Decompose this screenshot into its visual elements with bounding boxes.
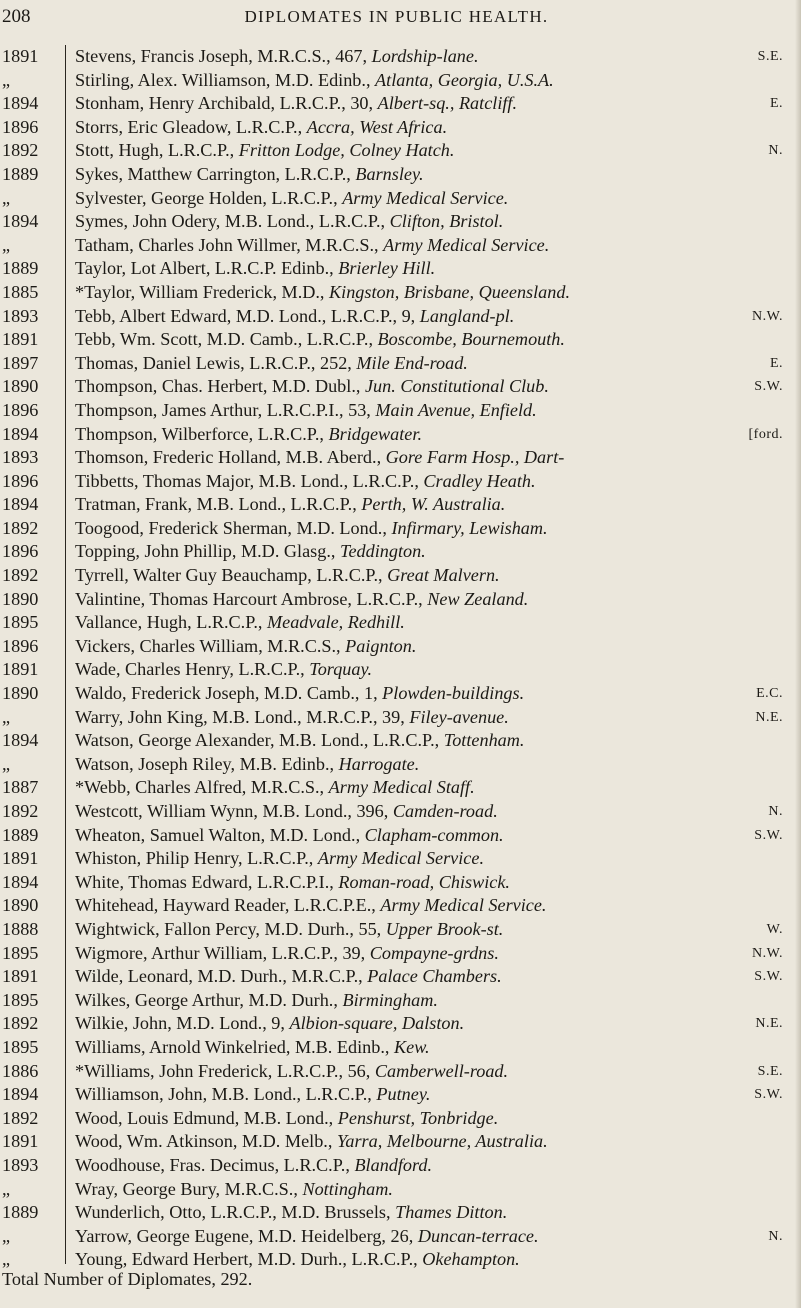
diplomate-name: Taylor, Lot Albert, L.R.C.P. Edinb., — [75, 258, 339, 279]
diplomate-entry — [75, 399, 537, 423]
list-item — [0, 847, 801, 871]
list-item — [0, 517, 801, 541]
list-item — [0, 281, 801, 305]
diplomate-name: *Webb, Charles Alfred, M.R.C.S., — [75, 777, 329, 798]
diplomate-address: Meadvale, Redhill. — [266, 612, 405, 633]
diplomate-entry — [75, 706, 509, 730]
diplomate-address: Kew. — [393, 1036, 430, 1057]
diploma-year: 1892 — [2, 565, 39, 586]
diploma-year: 1896 — [2, 541, 39, 562]
diploma-year: 1896 — [2, 470, 39, 491]
diplomate-address: Army Medical Service. — [342, 187, 509, 208]
diplomate-address: Upper Brook-st. — [385, 918, 504, 939]
diplomate-name: Warry, John King, M.B. Lond., M.R.C.P., 39, — [75, 706, 410, 727]
diplomate-entry — [75, 69, 554, 93]
list-item — [0, 163, 801, 187]
postal-district: N. — [768, 1228, 783, 1244]
postal-district: S.E. — [757, 1063, 783, 1079]
diplomate-name: Sykes, Matthew Carrington, L.R.C.P., — [75, 163, 356, 184]
diplomate-address: Army Medical Staff. — [328, 777, 475, 798]
diploma-year: 1896 — [2, 399, 39, 420]
diplomate-address: Clapham-common. — [364, 824, 504, 845]
diplomate-address: Perth, W. Australia. — [361, 494, 506, 515]
list-item — [0, 375, 801, 399]
diplomate-address: Clifton, Bristol. — [389, 211, 504, 232]
diplomate-entry — [75, 517, 548, 541]
postal-district: E.C. — [756, 686, 783, 702]
diplomate-entry — [75, 540, 426, 564]
diplomate-entry — [75, 918, 503, 942]
diploma-year: „ — [2, 706, 11, 727]
diplomate-name: Waldo, Frederick Joseph, M.D. Camb., 1, — [75, 683, 383, 704]
diplomate-name: Whitehead, Hayward Reader, L.R.C.P.E., — [75, 895, 381, 916]
diplomate-entry — [75, 92, 517, 116]
diplomate-name: Vallance, Hugh, L.R.C.P., — [75, 612, 267, 633]
diploma-year: „ — [2, 1225, 11, 1246]
list-item — [0, 1130, 801, 1154]
diplomate-name: Tebb, Wm. Scott, M.D. Camb., L.R.C.P., — [75, 329, 378, 350]
diplomate-address: Jun. Constitutional Club. — [364, 376, 549, 397]
list-item — [0, 588, 801, 612]
diplomate-address: Yarra, Melbourne, Australia. — [336, 1131, 548, 1152]
diploma-year: 1891 — [2, 1131, 39, 1152]
list-item — [0, 611, 801, 635]
diploma-year: 1890 — [2, 376, 39, 397]
diplomate-name: Thompson, Chas. Herbert, M.D. Dubl., — [75, 376, 365, 397]
diplomate-name: Wightwick, Fallon Percy, M.D. Durh., 55, — [75, 918, 386, 939]
diplomate-entry — [75, 163, 424, 187]
postal-district: S.W. — [754, 969, 783, 985]
list-item — [0, 423, 801, 447]
diplomate-entry — [75, 824, 504, 848]
list-item — [0, 1154, 801, 1178]
list-item — [0, 257, 801, 281]
diploma-year: 1887 — [2, 777, 39, 798]
list-item — [0, 942, 801, 966]
diplomate-name: Wunderlich, Otto, L.R.C.P., M.D. Brussels, — [75, 1202, 396, 1223]
diplomate-entry — [75, 375, 549, 399]
postal-district: N.W. — [751, 945, 783, 961]
list-item — [0, 69, 801, 93]
list-item — [0, 493, 801, 517]
list-item — [0, 399, 801, 423]
diplomate-address: Infirmary, Lewisham. — [391, 517, 548, 538]
diplomate-entry — [75, 1201, 507, 1225]
diplomate-address: Brierley Hill. — [338, 258, 436, 279]
list-item — [0, 1107, 801, 1131]
list-item — [0, 1225, 801, 1249]
diplomate-name: Stott, Hugh, L.R.C.P., — [75, 140, 239, 161]
diplomate-address: Albion-square, Dalston. — [289, 1013, 465, 1034]
list-item — [0, 1178, 801, 1202]
diplomate-entry — [75, 1012, 464, 1036]
diploma-year: 1889 — [2, 1202, 39, 1223]
diploma-year: 1890 — [2, 683, 39, 704]
diploma-year: 1890 — [2, 895, 39, 916]
diplomate-entry — [75, 1178, 393, 1202]
diplomate-address: Nottingham. — [302, 1178, 393, 1199]
diplomate-entry — [75, 1083, 430, 1107]
diploma-year: 1885 — [2, 281, 39, 302]
diplomate-name: Wood, Louis Edmund, M.B. Lond., — [75, 1107, 338, 1128]
diplomate-name: Williamson, John, M.B. Lond., L.R.C.P., — [75, 1084, 377, 1105]
diplomate-entry — [75, 1107, 498, 1131]
diplomate-address: Teddington. — [340, 541, 426, 562]
diplomate-name: Vickers, Charles William, M.R.C.S., — [75, 635, 346, 656]
diplomate-address: Army Medical Service. — [383, 234, 550, 255]
list-item — [0, 564, 801, 588]
postal-district: S.E. — [757, 49, 783, 64]
diplomate-name: Wood, Wm. Atkinson, M.D. Melb., — [75, 1131, 337, 1152]
list-item — [0, 800, 801, 824]
list-item — [0, 139, 801, 163]
diplomate-name: Valintine, Thomas Harcourt Ambrose, L.R.C.P., — [75, 588, 428, 609]
diplomate-name: *Williams, John Frederick, L.R.C.P., 56, — [75, 1060, 375, 1081]
diplomate-address: Lordship-lane. — [371, 46, 479, 66]
diplomate-address: Harrogate. — [338, 753, 420, 774]
diploma-year: 1893 — [2, 1154, 39, 1175]
postal-district: N. — [768, 804, 783, 819]
diploma-year: „ — [2, 753, 11, 774]
diplomate-entry — [75, 776, 475, 800]
diplomate-address: Albert-sq., Ratcliff. — [377, 93, 518, 114]
list-item — [0, 187, 801, 211]
diplomate-name: Wigmore, Arthur William, L.R.C.P., 39, — [75, 942, 370, 963]
list-item — [0, 45, 801, 69]
diplomate-address: Palace Chambers. — [367, 966, 502, 987]
postal-district: S.W. — [754, 827, 783, 843]
diplomate-name: Tratman, Frank, M.B. Lond., L.R.C.P., — [75, 494, 362, 515]
diplomate-name: Sylvester, George Holden, L.R.C.P., — [75, 187, 343, 208]
diploma-year: 1892 — [2, 1107, 39, 1128]
diplomate-name: Stevens, Francis Joseph, M.R.C.S., 467, — [75, 46, 372, 66]
diplomate-name: Topping, John Phillip, M.D. Glasg., — [75, 541, 340, 562]
list-item — [0, 965, 801, 989]
diploma-year: 1894 — [2, 494, 39, 515]
postal-district: S.W. — [754, 379, 783, 395]
diplomate-entry — [75, 658, 372, 682]
diplomate-entry — [75, 588, 528, 612]
diploma-year: „ — [2, 1249, 11, 1270]
total-diplomates: Total Number of Diplomates, 292. — [2, 1269, 253, 1289]
diplomate-entry — [75, 682, 524, 706]
diplomate-entry — [75, 493, 505, 517]
diplomate-entry — [75, 1225, 539, 1249]
postal-district: N.E. — [755, 709, 783, 725]
diplomate-entry — [75, 635, 416, 659]
diploma-year: 1889 — [2, 163, 39, 184]
diplomate-address: Penshurst, Tonbridge. — [337, 1107, 499, 1128]
diplomate-address: Great Malvern. — [387, 565, 500, 586]
diplomate-entry — [75, 257, 435, 281]
diploma-year: 1890 — [2, 588, 39, 609]
diplomate-entry — [75, 45, 479, 69]
diplomate-name: Williams, Arnold Winkelried, M.B. Edinb., — [75, 1036, 394, 1057]
diplomate-entry — [75, 894, 546, 918]
postal-district: N.W. — [751, 308, 783, 324]
diplomate-address: Accra, West Africa. — [306, 116, 448, 137]
diplomate-entry — [75, 423, 422, 447]
postal-district: S.W. — [754, 1087, 783, 1103]
diploma-year: 1895 — [2, 1036, 39, 1057]
list-item — [0, 1201, 801, 1225]
diplomate-entry — [75, 139, 454, 163]
diplomate-name: Stirling, Alex. Williamson, M.D. Edinb., — [75, 69, 376, 90]
diploma-year: 1895 — [2, 942, 39, 963]
diploma-year: 1896 — [2, 635, 39, 656]
list-item — [0, 470, 801, 494]
diplomate-address: New Zealand. — [427, 588, 529, 609]
diplomate-address: Filey-avenue. — [409, 706, 509, 727]
diplomate-entry — [75, 470, 536, 494]
list-item — [0, 776, 801, 800]
diploma-year: 1886 — [2, 1060, 39, 1081]
diplomate-name: Storrs, Eric Gleadow, L.R.C.P., — [75, 116, 307, 137]
diploma-year: „ — [2, 187, 11, 208]
diplomate-address: Birmingham. — [342, 989, 438, 1010]
diplomate-address: Mile End-road. — [356, 352, 468, 373]
diplomate-address: Tottenham. — [443, 730, 525, 751]
diploma-year: 1897 — [2, 352, 39, 373]
postal-district: E. — [769, 355, 783, 371]
diplomate-entry — [75, 611, 405, 635]
diplomate-entry — [75, 1036, 430, 1060]
diplomate-entry — [75, 800, 498, 824]
postal-district: N. — [768, 143, 783, 159]
list-item — [0, 894, 801, 918]
diplomate-address: Duncan-terrace. — [417, 1225, 539, 1246]
diplomate-address: Army Medical Service. — [317, 848, 484, 869]
diploma-year: 1889 — [2, 258, 39, 279]
page-number: 208 — [2, 6, 31, 27]
diplomate-name: Wilkie, John, M.D. Lond., 9, — [75, 1013, 290, 1034]
page-header — [2, 6, 791, 36]
diplomate-name: Wilkes, George Arthur, M.D. Durh., — [75, 989, 343, 1010]
diplomate-address: Boscombe, Bournemouth. — [377, 329, 565, 350]
diplomate-address: Fritton Lodge, Colney Hatch. — [238, 140, 455, 161]
list-item — [0, 1036, 801, 1060]
diplomate-address: Main Avenue, Enfield. — [375, 399, 537, 420]
diplomate-name: Yarrow, George Eugene, M.D. Heidelberg, 26, — [75, 1225, 418, 1246]
list-item — [0, 706, 801, 730]
diplomate-name: Thompson, James Arthur, L.R.C.P.I., 53, — [75, 399, 376, 420]
running-title: DIPLOMATES IN PUBLIC HEALTH. — [244, 7, 549, 26]
diploma-year: 1889 — [2, 824, 39, 845]
diplomate-address: Compayne-grdns. — [369, 942, 499, 963]
diploma-year: 1896 — [2, 116, 39, 137]
postal-district: W. — [766, 921, 783, 937]
page-edge — [795, 0, 801, 1308]
list-item — [0, 328, 801, 352]
diploma-year: 1888 — [2, 918, 39, 939]
diplomate-entry — [75, 564, 500, 588]
diploma-year: „ — [2, 1178, 11, 1199]
diplomate-entry — [75, 446, 564, 470]
list-item — [0, 658, 801, 682]
diplomate-entry — [75, 729, 524, 753]
diplomate-entry — [75, 753, 419, 777]
diplomate-name: Tebb, Albert Edward, M.D. Lond., L.R.C.P., 9, — [75, 305, 420, 326]
list-item — [0, 729, 801, 753]
diplomate-name: Watson, Joseph Riley, M.B. Edinb., — [75, 753, 339, 774]
diplomate-name: Woodhouse, Fras. Decimus, L.R.C.P., — [75, 1154, 355, 1175]
diplomate-name: Stonham, Henry Archibald, L.R.C.P., 30, — [75, 93, 378, 114]
diplomate-entry — [75, 1154, 432, 1178]
list-item — [0, 116, 801, 140]
diplomate-name: Tatham, Charles John Willmer, M.R.C.S., — [75, 234, 384, 255]
diplomate-entry — [75, 305, 514, 329]
list-item — [0, 92, 801, 116]
diplomate-address: Gore Farm Hosp., Dart- — [385, 447, 565, 468]
diplomate-address: Plowden-buildings. — [382, 683, 525, 704]
diploma-year: 1891 — [2, 848, 39, 869]
diploma-year: 1895 — [2, 612, 39, 633]
list-item — [0, 753, 801, 777]
diplomate-address: Camberwell-road. — [374, 1060, 509, 1081]
list-item — [0, 989, 801, 1013]
diplomate-entry — [75, 1130, 548, 1154]
list-item — [0, 635, 801, 659]
postal-district: N.E. — [755, 1016, 783, 1032]
list-item — [0, 352, 801, 376]
postal-district: E. — [769, 96, 783, 112]
diploma-year: 1892 — [2, 1013, 39, 1034]
list-item — [0, 305, 801, 329]
list-item — [0, 682, 801, 706]
diploma-year: 1892 — [2, 140, 39, 161]
list-item — [0, 210, 801, 234]
diploma-year: 1891 — [2, 966, 39, 987]
diplomate-entry — [75, 352, 468, 376]
diplomate-name: Whiston, Philip Henry, L.R.C.P., — [75, 848, 318, 869]
diplomate-address: Atlanta, Georgia, U.S.A. — [375, 69, 554, 90]
list-item — [0, 234, 801, 258]
diplomate-name: Tibbetts, Thomas Major, M.B. Lond., L.R.C.P., — [75, 470, 424, 491]
list-item — [0, 918, 801, 942]
diplomate-address: Bridgewater. — [328, 423, 422, 444]
diplomate-address: Torquay. — [309, 659, 373, 680]
diploma-year: 1894 — [2, 93, 39, 114]
diploma-year: 1892 — [2, 801, 39, 821]
diploma-year: 1895 — [2, 989, 39, 1010]
diplomate-address: Langland-pl. — [419, 305, 515, 326]
diplomate-address: Kingston, Brisbane, Queensland. — [329, 281, 571, 302]
diplomate-entry — [75, 989, 438, 1013]
diploma-year: „ — [2, 234, 11, 255]
diplomate-name: Westcott, William Wynn, M.B. Lond., 396, — [75, 801, 393, 821]
postal-district: [ford. — [748, 426, 783, 442]
diplomate-entry — [75, 187, 508, 211]
diplomate-list — [0, 45, 801, 1272]
diploma-year: 1891 — [2, 329, 39, 350]
diploma-year: 1891 — [2, 46, 39, 66]
diplomate-name: Watson, George Alexander, M.B. Lond., L.R.C.P., — [75, 730, 444, 751]
diplomate-name: Wade, Charles Henry, L.R.C.P., — [75, 659, 310, 680]
diplomate-address: Army Medical Service. — [380, 895, 547, 916]
diplomate-address: Thames Ditton. — [395, 1202, 508, 1223]
diplomate-address: Putney. — [376, 1084, 431, 1105]
diplomate-entry — [75, 328, 565, 352]
diplomate-name: Thompson, Wilberforce, L.R.C.P., — [75, 423, 329, 444]
diplomate-entry — [75, 116, 447, 140]
diplomate-name: Wheaton, Samuel Walton, M.D. Lond., — [75, 824, 365, 845]
diplomate-address: Camden-road. — [392, 801, 498, 821]
diplomate-name: Wray, George Bury, M.R.C.S., — [75, 1178, 303, 1199]
diplomate-name: Thomas, Daniel Lewis, L.R.C.P., 252, — [75, 352, 357, 373]
diploma-year: 1894 — [2, 1084, 39, 1105]
diplomate-entry — [75, 1060, 508, 1084]
diplomate-address: Roman-road, Chiswick. — [338, 871, 510, 892]
list-item — [0, 446, 801, 470]
list-item — [0, 824, 801, 848]
list-item — [0, 1060, 801, 1084]
diploma-year: 1891 — [2, 659, 39, 680]
list-item — [0, 1012, 801, 1036]
diplomate-address: Okehampton. — [422, 1249, 520, 1270]
diplomate-entry — [75, 942, 499, 966]
diploma-year: 1893 — [2, 305, 39, 326]
diploma-year: 1894 — [2, 871, 39, 892]
diplomate-address: Blandford. — [354, 1154, 433, 1175]
list-item — [0, 871, 801, 895]
diploma-year: 1894 — [2, 423, 39, 444]
diploma-year: 1893 — [2, 447, 39, 468]
list-item — [0, 540, 801, 564]
diplomate-address: Cradley Heath. — [423, 470, 536, 491]
diploma-year: 1894 — [2, 730, 39, 751]
diplomate-entry — [75, 234, 549, 258]
diplomate-entry — [75, 965, 502, 989]
diplomate-name: Thomson, Frederic Holland, M.B. Aberd., — [75, 447, 386, 468]
diplomate-name: Wilde, Leonard, M.D. Durh., M.R.C.P., — [75, 966, 368, 987]
diploma-year: 1892 — [2, 517, 39, 538]
diplomate-name: Tyrrell, Walter Guy Beauchamp, L.R.C.P., — [75, 565, 388, 586]
diplomate-name: *Taylor, William Frederick, M.D., — [75, 281, 330, 302]
diplomate-name: White, Thomas Edward, L.R.C.P.I., — [75, 871, 339, 892]
list-item — [0, 1083, 801, 1107]
diplomate-entry — [75, 847, 484, 871]
diplomate-entry — [75, 281, 570, 305]
diplomate-entry — [75, 871, 510, 895]
diploma-year: 1894 — [2, 211, 39, 232]
diplomate-address: Paignton. — [345, 635, 417, 656]
diplomate-name: Young, Edward Herbert, M.D. Durh., L.R.C.P., — [75, 1249, 423, 1270]
diplomate-name: Symes, John Odery, M.B. Lond., L.R.C.P., — [75, 211, 390, 232]
diplomate-entry — [75, 210, 503, 234]
diplomate-address: Barnsley. — [355, 163, 424, 184]
diplomate-name: Toogood, Frederick Sherman, M.D. Lond., — [75, 517, 392, 538]
diploma-year: „ — [2, 69, 11, 90]
